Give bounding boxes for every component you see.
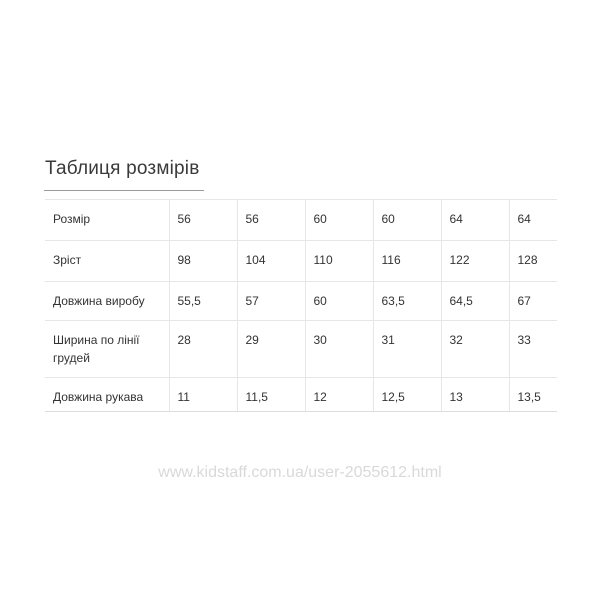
table-cell: 60 xyxy=(305,282,373,321)
table-cell: 98 xyxy=(169,241,237,282)
table-cell: 12,5 xyxy=(373,378,441,412)
table-cell: 31 xyxy=(373,321,441,378)
row-label-chest-width: Ширина по лінії грудей xyxy=(45,321,169,378)
table-cell: 30 xyxy=(305,321,373,378)
row-label-sleeve-length: Довжина рукава xyxy=(45,378,169,412)
title-underline xyxy=(44,190,204,191)
row-label-height: Зріст xyxy=(45,241,169,282)
table-cell: 56 xyxy=(237,200,305,241)
table-cell: 67 xyxy=(509,282,557,321)
table-cell: 11 xyxy=(169,378,237,412)
watermark: www.kidstaff.com.ua/user-2055612.html xyxy=(158,464,442,481)
row-label-size: Розмір xyxy=(45,200,169,241)
table-row-size xyxy=(45,200,557,241)
table-cell: 55,5 xyxy=(169,282,237,321)
table-cell: 28 xyxy=(169,321,237,378)
size-table xyxy=(45,199,557,412)
page-title: Таблиця розмірів xyxy=(45,158,200,179)
table-cell: 32 xyxy=(441,321,509,378)
table-cell: 11,5 xyxy=(237,378,305,412)
table-cell: 29 xyxy=(237,321,305,378)
table-row-chest-width xyxy=(45,321,557,378)
table-cell: 57 xyxy=(237,282,305,321)
table-cell: 122 xyxy=(441,241,509,282)
row-label-length: Довжина виробу xyxy=(45,282,169,321)
table-cell: 104 xyxy=(237,241,305,282)
table-cell: 64 xyxy=(441,200,509,241)
table-cell: 110 xyxy=(305,241,373,282)
table-row-height xyxy=(45,241,557,282)
table-row-sleeve-length xyxy=(45,378,557,412)
table-cell: 56 xyxy=(169,200,237,241)
table-cell: 60 xyxy=(373,200,441,241)
table-cell: 13 xyxy=(441,378,509,412)
table-cell: 63,5 xyxy=(373,282,441,321)
table-cell: 12 xyxy=(305,378,373,412)
table-cell: 128 xyxy=(509,241,557,282)
table-cell: 13,5 xyxy=(509,378,557,412)
table-cell: 33 xyxy=(509,321,557,378)
table-row-length xyxy=(45,282,557,321)
table-cell: 64,5 xyxy=(441,282,509,321)
table-cell: 64 xyxy=(509,200,557,241)
table-cell: 60 xyxy=(305,200,373,241)
table-cell: 116 xyxy=(373,241,441,282)
